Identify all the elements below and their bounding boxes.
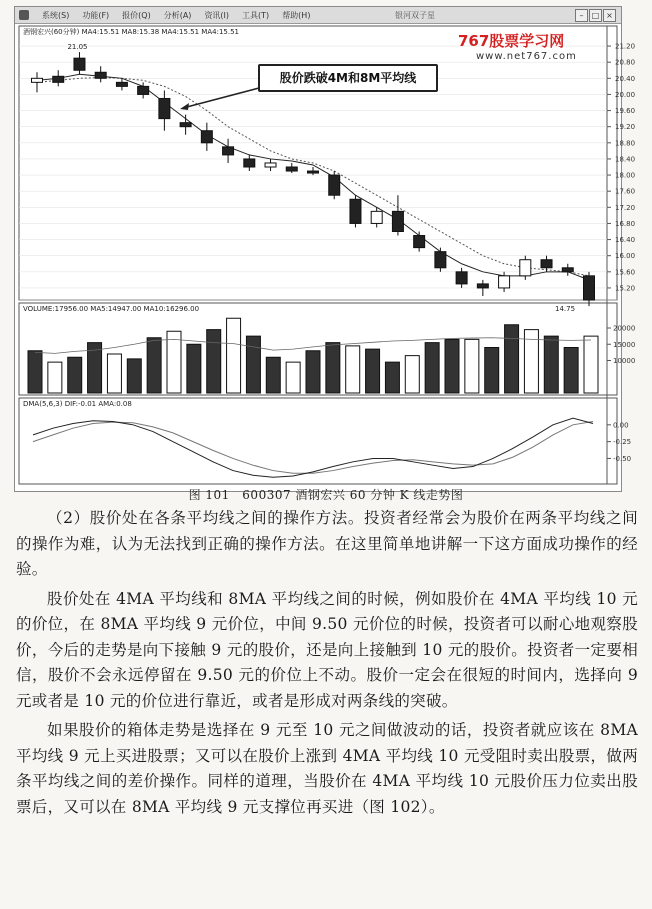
high-price-label: 21.05 [67,43,88,52]
watermark-url: www.net767.com [476,51,577,62]
volume-bar [286,362,300,393]
candle-body [116,82,127,86]
volume-bar [68,357,82,393]
price-tick-label: 19.60 [615,107,636,116]
candle-body [223,147,234,155]
price-tick-label: 16.80 [615,219,636,228]
chart-area [15,24,636,490]
volume-tick-label: 10000 [613,357,636,365]
menu-tools[interactable]: 工具(T) [242,10,270,20]
volume-bar [465,339,479,393]
price-tick-label: 17.60 [615,187,636,196]
price-tick-label: 17.20 [615,203,636,212]
price-tick-label: 18.40 [615,155,636,164]
volume-bar [346,346,360,393]
volume-tick-label: 15000 [613,340,636,349]
paragraph: 如果股价的箱体走势是选择在 9 元至 10 元之间做波动的话，投资者就应该在 8MA 平均线 9 元上买进股票；又可以在股价上涨到 4MA 平均线 10 元受阻时卖出股票，做两条平均线之间的差价操作。同样的道理，当股价在 4MA 平均线 10 元股价压力位卖出股票后，又可以在 8MA 平均线 9 元支撑位再买进（图 102）。 [16,721,638,816]
volume-bar [584,336,598,393]
candle-body [499,276,510,288]
price-tick-label: 20.40 [615,74,636,83]
candle-body [392,211,403,231]
macd-tick-label: -0.50 [613,454,632,463]
volume-bar [167,331,181,393]
price-tick-label: 16.00 [615,252,636,261]
price-tick-label: 20.00 [615,90,636,99]
candle-body [180,123,191,127]
volume-bar [326,343,340,393]
paragraph: 股价处在 4MA 平均线和 8MA 平均线之间的时候，例如股价在 4MA 平均线 10 元的价位，在 8MA 平均线 9 元价位，中间 9.50 元价位的时候，投资者可以耐心地观察股价，今后的走势是向下接触 9 元的股价，还是向上接触到 10 元的股价。投资者一定要相信，股价不会永远停留在 9.50 元的价位上不动。股价一定会在很短的时间内，选择向 9 元或者是 10 元的价位进行靠近，或者是形成对两条线的突破。 [16,589,638,710]
volume-bar [266,357,280,393]
volume-bar [405,356,419,393]
candle-body [456,272,467,284]
menu-info[interactable]: 资讯(I) [204,10,230,20]
volume-bar [227,318,241,393]
candle-body [350,199,361,223]
low-price-label: 14.75 [555,305,576,314]
watermark-logo: 767股票学习网 [458,32,565,50]
candle-body [329,175,340,195]
candle-body [414,236,425,248]
volume-tick-label: 20000 [613,324,636,333]
menu-bar [15,7,621,24]
volume-bar [425,343,439,393]
figure-caption: 图 101 600307 酒钢宏兴 60 分钟 K 线走势图 [188,488,464,502]
volume-bar [207,330,221,393]
volume-bar [107,354,121,393]
maximize-icon[interactable]: □ [589,9,602,22]
menu-system[interactable]: 系统(S) [42,10,70,20]
price-tick-label: 16.40 [615,236,636,245]
volume-bar [505,325,519,393]
price-tick-label: 20.80 [615,58,636,67]
candle-body [435,252,446,268]
candle-body [520,260,531,276]
macd-legend: DMA(5,6,3) DIF:-0.01 AMA:0.08 [23,400,132,408]
paragraph: （2）股价处在各条平均线之间的操作方法。投资者经常会为股价在两条平均线之间的操作为难，认为无法找到正确的操作方法。在这里简单地讲解一下这方面成功操作的经验。 [16,509,638,578]
candle-body [308,171,319,173]
volume-bar [485,348,499,394]
volume-bar [385,362,399,393]
candle-body [201,131,212,143]
price-tick-label: 15.60 [615,268,636,277]
annotation-box: 股价跌破4M和8M平均线 [258,64,438,92]
candle-body [95,72,106,78]
volume-bar [306,351,320,393]
menu-help[interactable]: 帮助(H) [282,10,311,20]
volume-bar [48,362,62,393]
candle-body [32,78,43,82]
volume-bar [28,351,42,393]
close-icon[interactable]: × [603,9,616,22]
menu-function[interactable]: 功能(F) [82,10,110,20]
volume-bar [147,338,161,393]
minimize-icon[interactable]: – [575,9,588,22]
candle-body [477,284,488,288]
article-body [16,506,638,820]
candle-body [584,276,595,300]
candle-body [74,58,85,70]
window-title: 银河双子星 [395,11,435,20]
candle-body [265,163,276,167]
candle-body [562,268,573,272]
price-legend: 酒钢宏兴(60分钟) MA4:15.51 MA8:15.38 MA4:15.51 MA4:15.51 [23,28,239,36]
candle-body [159,98,170,118]
watermark [458,30,608,70]
volume-bar [544,336,558,393]
volume-bar [366,349,380,393]
price-tick-label: 15.20 [615,284,636,293]
macd-tick-label: 0.00 [613,421,629,430]
macd-panel-frame [19,398,617,484]
volume-bar [564,348,578,394]
volume-bar [127,359,141,393]
candle-body [244,159,255,167]
candle-body [541,260,552,268]
menu-analysis[interactable]: 分析(A) [163,10,192,20]
candle-body [286,167,297,171]
volume-legend: VOLUME:17956.00 MA5:14947.00 MA10:16296.00 [23,305,200,313]
macd-tick-label: -0.25 [613,438,632,447]
volume-bar [246,336,260,393]
price-tick-label: 21.20 [615,42,636,51]
menu-quote[interactable]: 报价(Q) [122,10,151,20]
price-tick-label: 19.20 [615,123,636,132]
candle-body [53,76,64,82]
price-tick-label: 18.80 [615,139,636,148]
price-tick-label: 18.00 [615,171,636,180]
candle-body [371,211,382,223]
app-icon [19,10,29,20]
volume-bar [187,344,201,393]
candle-body [138,86,149,94]
volume-bar [445,339,459,393]
